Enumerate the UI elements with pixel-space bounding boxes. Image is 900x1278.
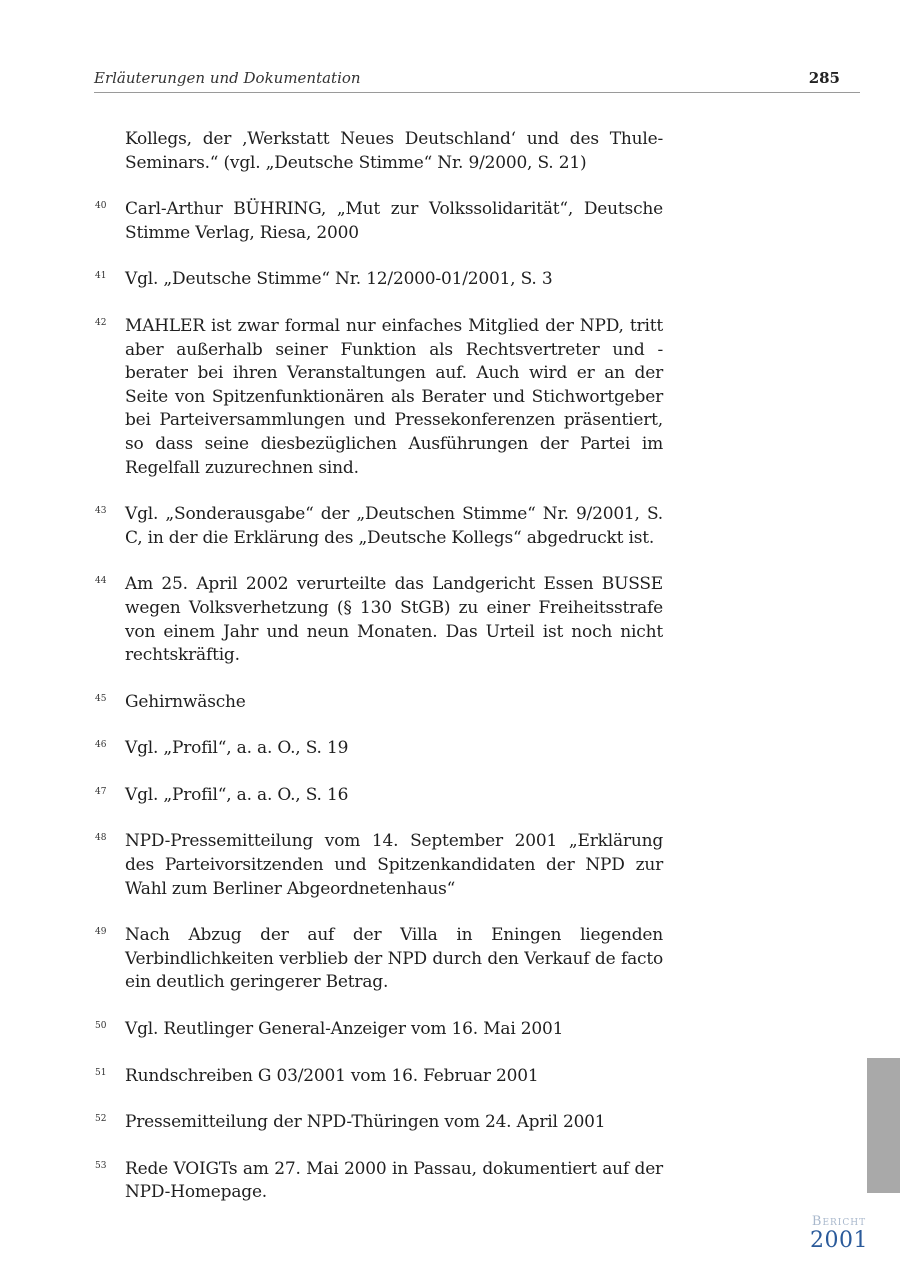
endnote-number: 49 (95, 927, 107, 938)
endnote-52 (0, 1111, 900, 1135)
logo-word: Bericht (811, 1214, 867, 1229)
endnote-text: MAHLER ist zwar formal nur einfaches Mitglied der NPD, tritt aber außerhalb seiner Funktion als Rechtsvertreter und -berater bei ihren Veranstaltungen auf. Auch wird er an der Seite von Spitzenfunktionären als Berater und Stichwortgeber bei Parteiversammlungen und Pressekonferenzen präsentiert, so dass seine diesbezüglichen Ausführungen der Partei im Regelfall zuzurechnen sind. (125, 315, 663, 478)
endnote-41 (0, 268, 900, 292)
endnote-text: Vgl. „Sonderausgabe“ der „Deutschen Stimme“ Nr. 9/2001, S. C, in der die Erklärung des „Deutsche Kollegs“ abgedruckt ist. (125, 504, 663, 548)
endnote-text: NPD-Pressemitteilung vom 14. September 2001 „Erklärung des Parteivorsitzenden und Spitzenkandidaten der NPD zur Wahl zum Berliner Abgeordnetenhaus“ (125, 831, 663, 899)
endnote-text: Carl-Arthur BÜHRING, „Mut zur Volkssolidarität“, Deutsche Stimme Verlag, Riesa, 2000 (125, 199, 663, 243)
bericht-2001-logo (803, 1214, 875, 1252)
endnote-number: 42 (95, 317, 107, 328)
endnote-46 (0, 737, 900, 761)
running-header (94, 66, 860, 93)
endnote-number: 43 (95, 506, 107, 517)
endnote-number: 46 (95, 740, 107, 751)
endnote-number: 44 (95, 576, 107, 587)
endnote-42 (0, 315, 900, 480)
section-title: Erläuterungen und Dokumentation (94, 69, 361, 87)
logo-year: 2001 (810, 1228, 868, 1253)
endnote-50 (0, 1018, 900, 1042)
endnote-44 (0, 573, 900, 667)
endnote-number: 51 (95, 1067, 107, 1078)
endnote-number: 40 (95, 201, 107, 212)
endnote-number: 50 (95, 1021, 107, 1032)
endnote-number: 48 (95, 833, 107, 844)
endnote-number: 45 (95, 693, 107, 704)
endnote-text: Vgl. „Profil“, a. a. O., S. 19 (125, 738, 349, 759)
endnote-40 (0, 198, 900, 245)
endnote-text: Kollegs, der ‚Werkstatt Neues Deutschland‘ und des Thule-Seminars.“ (vgl. „Deutsche Stimme“ Nr. 9/2000, S. 21) (125, 129, 663, 173)
endnote-text: Am 25. April 2002 verurteilte das Landgericht Essen BUSSE wegen Volksverhetzung (§ 130 StGB) zu einer Freiheitsstrafe von einem Jahr und neun Monaten. Das Urteil ist noch nicht rechtskräftig. (125, 574, 663, 666)
endnote-text: Rundschreiben G 03/2001 vom 16. Februar 2001 (125, 1065, 539, 1086)
endnote-continuation (0, 128, 900, 175)
page-number: 285 (808, 69, 840, 87)
endnote-number: 52 (95, 1114, 107, 1125)
endnotes-list (0, 128, 900, 1228)
endnote-text: Vgl. „Profil“, a. a. O., S. 16 (125, 784, 349, 805)
endnote-text: Rede VOIGTs am 27. Mai 2000 in Passau, dokumentiert auf der NPD-Homepage. (125, 1158, 663, 1203)
endnote-number: 41 (95, 271, 107, 282)
endnote-text: Gehirnwäsche (125, 691, 246, 712)
endnote-text: Vgl. „Deutsche Stimme“ Nr. 12/2000-01/2001, S. 3 (125, 269, 553, 290)
endnote-number: 47 (95, 786, 107, 797)
chapter-thumb-tab (867, 1058, 900, 1193)
endnote-48 (0, 830, 900, 901)
endnote-49 (0, 924, 900, 995)
endnote-43 (0, 503, 900, 550)
endnote-text: Nach Abzug der auf der Villa in Eningen liegenden Verbindlichkeiten verblieb der NPD durch den Verkauf de facto ein deutlich geringerer Betrag. (125, 925, 663, 993)
endnote-53 (0, 1158, 900, 1205)
endnote-number: 53 (95, 1160, 107, 1171)
endnote-47 (0, 784, 900, 808)
endnote-text: Pressemitteilung der NPD-Thüringen vom 24. April 2001 (125, 1112, 606, 1133)
endnote-51 (0, 1065, 900, 1089)
endnote-text: Vgl. Reutlinger General-Anzeiger vom 16. Mai 2001 (125, 1019, 564, 1040)
endnote-45 (0, 691, 900, 715)
